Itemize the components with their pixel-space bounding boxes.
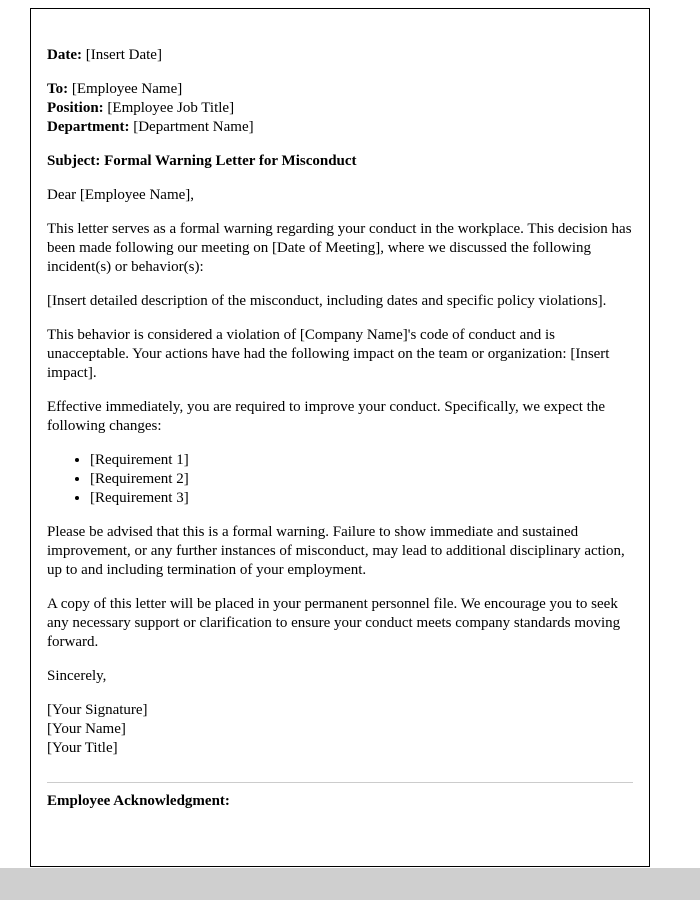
warning-letter [47, 46, 633, 811]
paragraph-warning: Please be advised that this is a formal warning. Failure to show immediate and sustained improvement, or any further instances of misconduct, may lead to additional disciplinary action, up to and including termination of your employment. [47, 524, 625, 578]
recipient-block [47, 80, 633, 137]
signature-line: [Your Signature] [47, 702, 148, 718]
position-line [47, 99, 633, 118]
paragraph-file-copy: A copy of this letter will be placed in your permanent personnel file. We encourage you to seek any necessary support or clarification to ensure your conduct meets company standards moving forward. [47, 596, 621, 650]
position-value: [Employee Job Title] [107, 100, 235, 116]
paragraph-incident-description: [Insert detailed description of the misconduct, including dates and specific policy violations]. [47, 293, 607, 309]
department-line [47, 118, 633, 137]
acknowledgment-heading: Employee Acknowledgment: [47, 793, 230, 809]
paragraph-expectations: Effective immediately, you are required to improve your conduct. Specifically, we expect the following changes: [47, 399, 605, 434]
signature-block [47, 701, 633, 758]
letter-container [30, 8, 650, 867]
signature-line: [Your Name] [47, 721, 126, 737]
to-value: [Employee Name] [71, 81, 183, 97]
department-label: Department: [47, 119, 130, 135]
requirement-item: • [Requirement 1] [90, 451, 633, 470]
signature-line: [Your Title] [47, 740, 118, 756]
subject-line: Subject: Formal Warning Letter for Misconduct [47, 153, 357, 169]
paragraph-intro: This letter serves as a formal warning regarding your conduct in the workplace. This decision has been made following our meeting on [Date of Meeting], where we discussed the following incident(s) or behavior(s): [47, 221, 632, 275]
paragraph-violation: This behavior is considered a violation of [Company Name]'s code of conduct and is unacceptable. Your actions have had the following impact on the team or organization: [Insert impact]. [47, 327, 610, 381]
requirements-list [47, 451, 633, 508]
requirement-item: • [Requirement 2] [90, 470, 633, 489]
to-line [47, 80, 633, 99]
bottom-gray-band [0, 868, 700, 900]
salutation: Dear [Employee Name], [47, 187, 195, 203]
closing: Sincerely, [47, 668, 107, 684]
date-value: [Insert Date] [85, 47, 162, 63]
to-label: To: [47, 81, 69, 97]
department-value: [Department Name] [133, 119, 254, 135]
section-divider [47, 782, 633, 783]
requirement-item: • [Requirement 3] [90, 489, 633, 508]
position-label: Position: [47, 100, 104, 116]
date-line [47, 46, 633, 65]
date-label: Date: [47, 47, 82, 63]
